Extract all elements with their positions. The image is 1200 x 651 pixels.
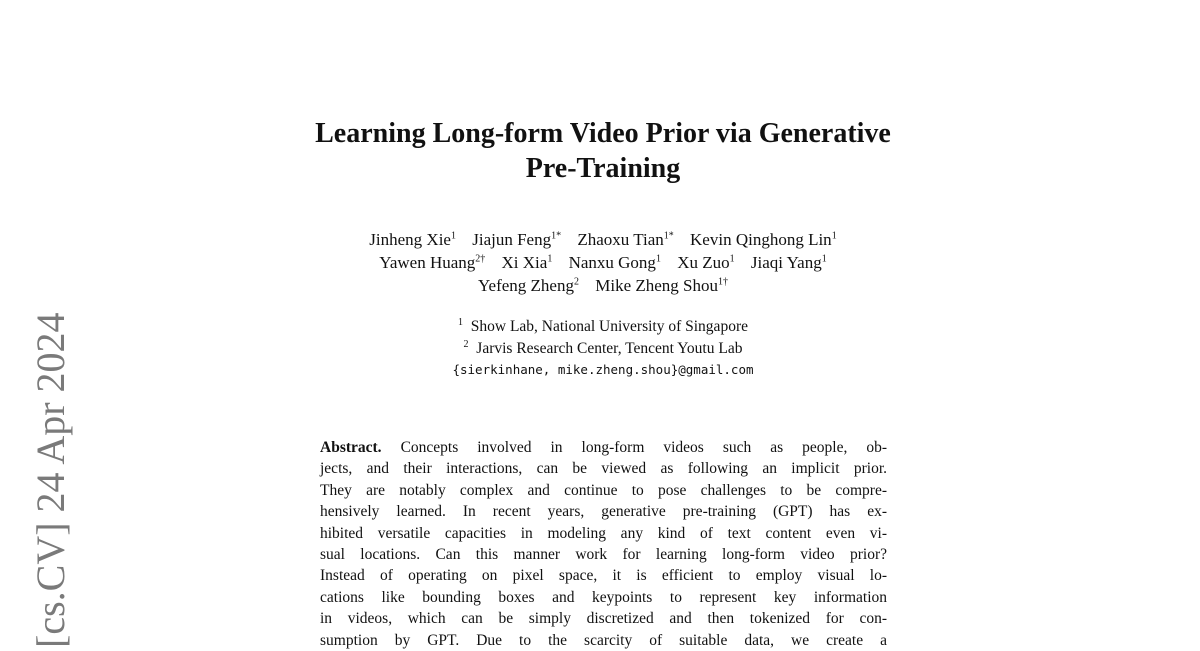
- author: [595, 276, 728, 295]
- abstract: [320, 437, 887, 651]
- author-mark: 2†: [475, 253, 486, 265]
- author: [577, 230, 673, 249]
- author-name: Jiajun Feng: [472, 230, 552, 249]
- author-mark: 1: [831, 230, 837, 242]
- author-name: Jiaqi Yang: [750, 253, 822, 272]
- abstract-text: Concepts involved in long-form videos such as people, ob-: [400, 439, 887, 456]
- author-mark: 1: [729, 253, 735, 265]
- abstract-line: sual locations. Can this manner work for learning long-form video prior?: [320, 545, 887, 563]
- author-line-2: [280, 251, 926, 274]
- author-mark: 1: [450, 230, 456, 242]
- author-mark: 1: [821, 253, 827, 265]
- author: [677, 253, 734, 272]
- abstract-line: hibited versatile capacities in modeling any kind of text content even vi-: [320, 524, 887, 542]
- author-mark: 2: [573, 276, 579, 288]
- author-mark: 1: [655, 253, 661, 265]
- author: [502, 253, 553, 272]
- author-name: Xi Xia: [501, 253, 548, 272]
- author-name: Yawen Huang: [379, 253, 476, 272]
- abstract-line: sumption by GPT. Due to the scarcity of suitable data, we create a: [320, 631, 887, 649]
- abstract-line: cations like bounding boxes and keypoints to represent key information: [320, 588, 887, 606]
- affiliation: [380, 316, 826, 338]
- abstract-line: They are notably complex and continue to pose challenges to be compre-: [320, 481, 887, 499]
- author-name: Xu Zuo: [677, 253, 730, 272]
- abstract-label: Abstract.: [320, 439, 382, 456]
- author-name: Yefeng Zheng: [477, 276, 574, 295]
- arxiv-stamp: [cs.CV] 24 Apr 2024: [28, 312, 73, 648]
- author-list: [280, 228, 926, 297]
- affiliation-text: Jarvis Research Center, Tencent Youtu Lab: [476, 339, 743, 357]
- author-line-1: [280, 228, 926, 251]
- abstract-line: Instead of operating on pixel space, it is efficient to employ visual lo-: [320, 567, 887, 585]
- contact-email: {sierkinhane, mike.zheng.shou}@gmail.com: [452, 362, 754, 377]
- author: [690, 230, 837, 249]
- paper-title: [250, 116, 956, 186]
- author-mark: 1: [547, 253, 553, 265]
- author-mark: 1*: [663, 230, 674, 242]
- author: [478, 276, 579, 295]
- affiliations: [380, 316, 826, 381]
- abstract-line: hensively learned. In recent years, generative pre-training (GPT) has ex-: [320, 503, 887, 521]
- author-name: Jinheng Xie: [369, 230, 451, 249]
- affiliation: [380, 338, 826, 360]
- author-name: Kevin Qinghong Lin: [690, 230, 832, 249]
- abstract-line: jects, and their interactions, can be viewed as following an implicit prior.: [320, 460, 887, 478]
- author-line-3: [280, 274, 926, 297]
- abstract-line: [320, 437, 887, 458]
- title-line-1: Learning Long-form Video Prior via Generative: [315, 118, 891, 149]
- affiliation-mark: 2: [463, 338, 469, 350]
- affiliation-text: Show Lab, National University of Singapore: [470, 318, 748, 335]
- author-name: Nanxu Gong: [568, 253, 656, 272]
- author: [379, 253, 485, 272]
- author-mark: 1*: [551, 230, 562, 242]
- author: [369, 230, 456, 249]
- author-name: Zhaoxu Tian: [577, 230, 664, 249]
- title-line-2: Pre-Training: [525, 153, 681, 184]
- author: [751, 253, 827, 272]
- author-mark: 1†: [718, 276, 729, 288]
- author: [569, 253, 661, 272]
- author-name: Mike Zheng Shou: [595, 276, 719, 295]
- author: [472, 230, 561, 249]
- abstract-line: in videos, which can be simply discretized and then tokenized for con-: [320, 610, 887, 628]
- affiliation-mark: 1: [458, 316, 463, 328]
